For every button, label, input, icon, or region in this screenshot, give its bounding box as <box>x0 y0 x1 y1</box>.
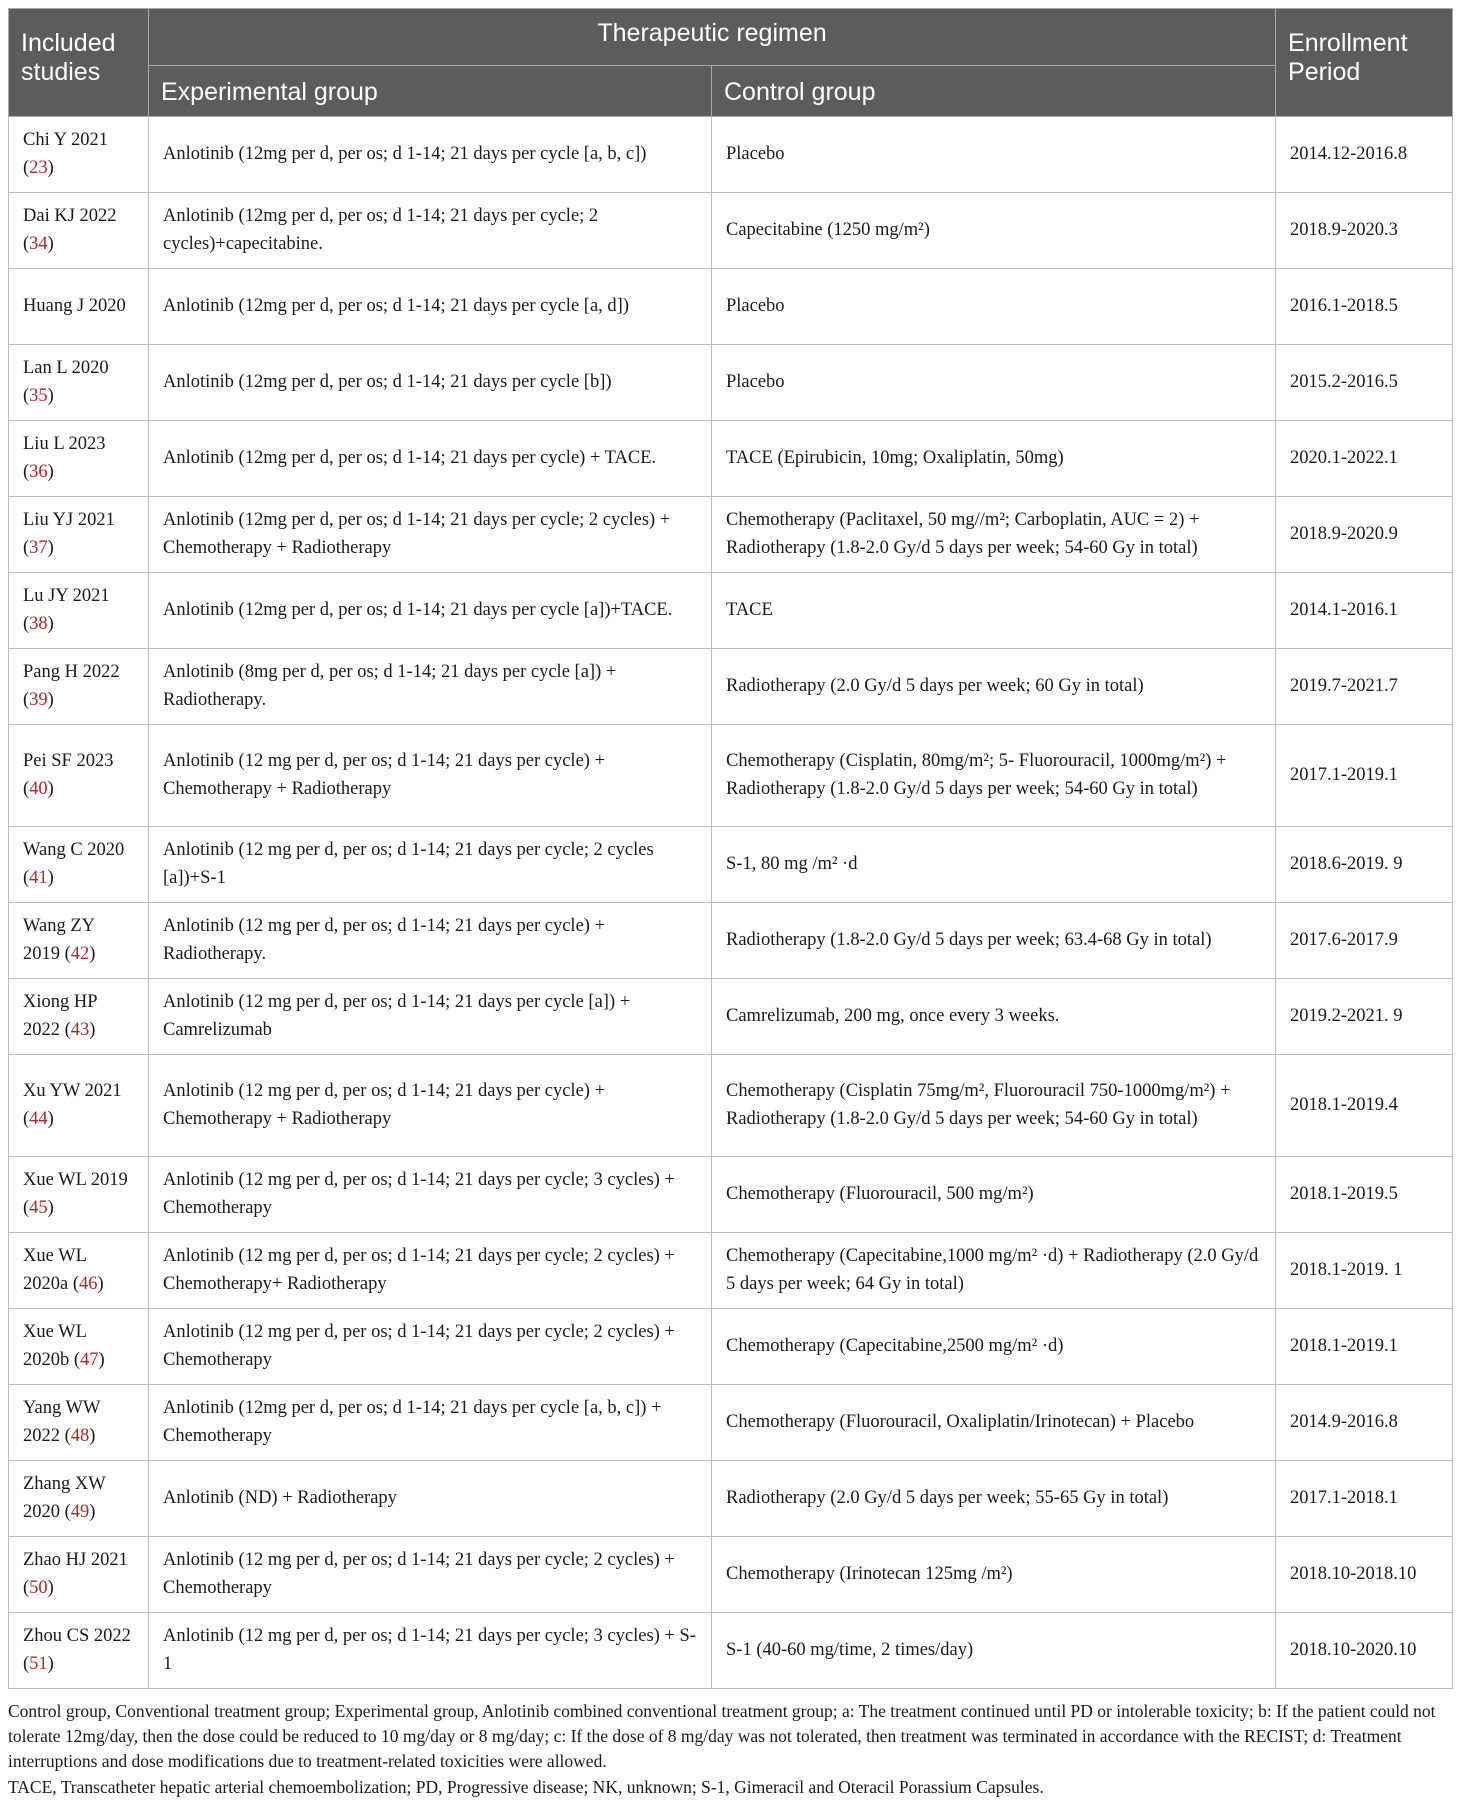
reference-link[interactable]: 43 <box>70 1019 90 1040</box>
cell-experimental: Anlotinib (12mg per d, per os; d 1-14; 21 days per cycle [a])+TACE. <box>149 573 712 649</box>
cell-enrollment-period: 2019.7-2021.7 <box>1276 649 1453 725</box>
study-name: Xue WL 2019 <box>23 1170 128 1190</box>
cell-control: Chemotherapy (Paclitaxel, 50 mg//m²; Carboplatin, AUC = 2) + Radiotherapy (1.8-2.0 Gy/d 5 days per week; 54-60 Gy in total) <box>712 497 1276 573</box>
header-enrollment-period: Enrollment Period <box>1276 9 1453 117</box>
cell-enrollment-period: 2016.1-2018.5 <box>1276 269 1453 345</box>
cell-control: TACE (Epirubicin, 10mg; Oxaliplatin, 50mg) <box>712 421 1276 497</box>
reference-link[interactable]: 50 <box>29 1577 48 1598</box>
reference-link[interactable]: 36 <box>29 461 48 482</box>
cell-experimental: Anlotinib (12 mg per d, per os; d 1-14; 21 days per cycle) + Chemotherapy + Radiotherapy <box>149 1055 712 1157</box>
study-name: Pei SF 2023 <box>23 751 114 771</box>
cell-experimental: Anlotinib (12 mg per d, per os; d 1-14; 21 days per cycle; 2 cycles) + Chemotherapy <box>149 1537 712 1613</box>
regimen-table <box>8 8 1453 1689</box>
cell-enrollment-period: 2014.1-2016.1 <box>1276 573 1453 649</box>
cell-enrollment-period: 2018.1-2019. 1 <box>1276 1233 1453 1309</box>
reference-link[interactable]: 47 <box>80 1349 99 1370</box>
study-name: Xue WL 2020a <box>23 1246 87 1294</box>
cell-control: Placebo <box>712 269 1276 345</box>
cell-enrollment-period: 2018.9-2020.9 <box>1276 497 1453 573</box>
cell-study: Pang H 2022 (39) <box>9 649 149 725</box>
cell-experimental: Anlotinib (12mg per d, per os; d 1-14; 21 days per cycle) + TACE. <box>149 421 712 497</box>
cell-enrollment-period: 2018.1-2019.5 <box>1276 1157 1453 1233</box>
reference-link[interactable]: 42 <box>70 943 90 964</box>
study-name: Zhao HJ 2021 <box>23 1550 128 1570</box>
cell-study: Chi Y 2021 (23) <box>9 117 149 193</box>
study-name: Xu YW 2021 <box>23 1081 122 1101</box>
cell-experimental: Anlotinib (12mg per d, per os; d 1-14; 21 days per cycle [a, b, c]) + Chemotherapy <box>149 1385 712 1461</box>
table-row <box>9 117 1453 193</box>
table-row <box>9 573 1453 649</box>
header-therapeutic-regimen: Therapeutic regimen <box>149 9 1276 66</box>
study-name: Zhou CS 2022 <box>23 1626 131 1646</box>
cell-control: Chemotherapy (Cisplatin 75mg/m², Fluorouracil 750-1000mg/m²) + Radiotherapy (1.8-2.0 Gy/d 5 days per week; 54-60 Gy in total) <box>712 1055 1276 1157</box>
reference-link[interactable]: 44 <box>29 1108 48 1129</box>
reference-link[interactable]: 39 <box>29 689 48 710</box>
cell-control: S-1, 80 mg /m² ·d <box>712 827 1276 903</box>
cell-enrollment-period: 2018.10-2020.10 <box>1276 1613 1453 1689</box>
table-row <box>9 1461 1453 1537</box>
cell-experimental: Anlotinib (12mg per d, per os; d 1-14; 21 days per cycle; 2 cycles) + Chemotherapy + Radiotherapy <box>149 497 712 573</box>
study-name: Xiong HP 2022 <box>23 992 97 1040</box>
study-name: Wang C 2020 <box>23 840 125 860</box>
cell-control: Chemotherapy (Capecitabine,1000 mg/m² ·d) + Radiotherapy (2.0 Gy/d 5 days per week; 64 Gy in total) <box>712 1233 1276 1309</box>
study-name: Lu JY 2021 <box>23 586 110 606</box>
cell-study: Dai KJ 2022 (34) <box>9 193 149 269</box>
table-row <box>9 497 1453 573</box>
cell-study: Liu YJ 2021 (37) <box>9 497 149 573</box>
table-footnotes <box>8 1699 1452 1800</box>
table-row <box>9 345 1453 421</box>
cell-experimental: Anlotinib (12mg per d, per os; d 1-14; 21 days per cycle; 2 cycles)+capecitabine. <box>149 193 712 269</box>
cell-control: Chemotherapy (Fluorouracil, Oxaliplatin/Irinotecan) + Placebo <box>712 1385 1276 1461</box>
cell-enrollment-period: 2018.1-2019.1 <box>1276 1309 1453 1385</box>
cell-study: Lan L 2020 (35) <box>9 345 149 421</box>
reference-link[interactable]: 37 <box>29 537 48 558</box>
cell-control: Chemotherapy (Fluorouracil, 500 mg/m²) <box>712 1157 1276 1233</box>
cell-control: Camrelizumab, 200 mg, once every 3 weeks. <box>712 979 1276 1055</box>
cell-control: Placebo <box>712 117 1276 193</box>
reference-link[interactable]: 35 <box>29 385 48 406</box>
study-name: Liu YJ 2021 <box>23 510 115 530</box>
header-included-studies: Included studies <box>9 9 149 117</box>
cell-study: Zhang XW 2020 (49) <box>9 1461 149 1537</box>
table-row <box>9 1537 1453 1613</box>
cell-control: Capecitabine (1250 mg/m²) <box>712 193 1276 269</box>
table-body <box>9 117 1453 1689</box>
cell-study: Yang WW 2022 (48) <box>9 1385 149 1461</box>
table-row <box>9 1613 1453 1689</box>
cell-study: Pei SF 2023 (40) <box>9 725 149 827</box>
cell-experimental: Anlotinib (ND) + Radiotherapy <box>149 1461 712 1537</box>
study-name: Xue WL 2020b <box>23 1322 87 1370</box>
cell-study: Xu YW 2021 (44) <box>9 1055 149 1157</box>
table-row <box>9 1233 1453 1309</box>
cell-experimental: Anlotinib (12mg per d, per os; d 1-14; 21 days per cycle [a, b, c]) <box>149 117 712 193</box>
cell-enrollment-period: 2017.6-2017.9 <box>1276 903 1453 979</box>
cell-study: Xiong HP 2022 (43) <box>9 979 149 1055</box>
cell-enrollment-period: 2017.1-2019.1 <box>1276 725 1453 827</box>
cell-experimental: Anlotinib (12 mg per d, per os; d 1-14; 21 days per cycle; 2 cycles [a])+S-1 <box>149 827 712 903</box>
cell-control: Chemotherapy (Cisplatin, 80mg/m²; 5- Fluorouracil, 1000mg/m²) + Radiotherapy (1.8-2.0 Gy/d 5 days per week; 54-60 Gy in total) <box>712 725 1276 827</box>
cell-study: Xue WL 2019 (45) <box>9 1157 149 1233</box>
cell-study: Zhou CS 2022 (51) <box>9 1613 149 1689</box>
cell-experimental: Anlotinib (12 mg per d, per os; d 1-14; 21 days per cycle) + Chemotherapy + Radiotherapy <box>149 725 712 827</box>
study-name: Yang WW 2022 <box>23 1398 101 1446</box>
cell-enrollment-period: 2019.2-2021. 9 <box>1276 979 1453 1055</box>
cell-control: Chemotherapy (Capecitabine,2500 mg/m² ·d) <box>712 1309 1276 1385</box>
cell-control: Chemotherapy (Irinotecan 125mg /m²) <box>712 1537 1276 1613</box>
study-name: Dai KJ 2022 <box>23 206 117 226</box>
study-name: Huang J 2020 <box>23 295 126 316</box>
study-name: Chi Y 2021 <box>23 130 108 150</box>
cell-experimental: Anlotinib (12 mg per d, per os; d 1-14; 21 days per cycle; 2 cycles) + Chemotherapy+ Radiotherapy <box>149 1233 712 1309</box>
cell-experimental: Anlotinib (12mg per d, per os; d 1-14; 21 days per cycle [a, d]) <box>149 269 712 345</box>
header-control-group: Control group <box>712 66 1276 117</box>
cell-enrollment-period: 2017.1-2018.1 <box>1276 1461 1453 1537</box>
table-row <box>9 827 1453 903</box>
table-row <box>9 725 1453 827</box>
table-row <box>9 1055 1453 1157</box>
reference-link[interactable]: 40 <box>29 778 48 799</box>
cell-study: Xue WL 2020a (46) <box>9 1233 149 1309</box>
cell-study: Wang ZY 2019 (42) <box>9 903 149 979</box>
reference-link[interactable]: 48 <box>70 1425 90 1446</box>
table-row <box>9 1157 1453 1233</box>
cell-enrollment-period: 2018.6-2019. 9 <box>1276 827 1453 903</box>
reference-link[interactable]: 49 <box>70 1501 90 1522</box>
cell-study: Lu JY 2021 (38) <box>9 573 149 649</box>
cell-enrollment-period: 2018.9-2020.3 <box>1276 193 1453 269</box>
reference-link[interactable]: 41 <box>29 867 48 888</box>
table-row <box>9 1385 1453 1461</box>
cell-control: S-1 (40-60 mg/time, 2 times/day) <box>712 1613 1276 1689</box>
footnote-abbreviations-1: Control group, Conventional treatment group; Experimental group, Anlotinib combined conventional treatment group; a: The treatment continued until PD or intolerable toxicity; b: If the patient could not tolerate 12mg/day, then the dose could be reduced to 10 mg/day or 8 mg/day; c: If the dose of 8 mg/day was not tolerated, then treatment was terminated in accordance with the RECIST; d: Treatment interruptions and dose modifications due to treatment-related toxicities were allowed. <box>8 1701 1436 1771</box>
table-row <box>9 649 1453 725</box>
reference-link[interactable]: 45 <box>29 1197 48 1218</box>
cell-control: Placebo <box>712 345 1276 421</box>
cell-control: Radiotherapy (1.8-2.0 Gy/d 5 days per week; 63.4-68 Gy in total) <box>712 903 1276 979</box>
cell-experimental: Anlotinib (12 mg per d, per os; d 1-14; 21 days per cycle; 3 cycles) + Chemotherapy <box>149 1157 712 1233</box>
cell-study: Wang C 2020 (41) <box>9 827 149 903</box>
cell-experimental: Anlotinib (12mg per d, per os; d 1-14; 21 days per cycle [b]) <box>149 345 712 421</box>
table-container <box>8 8 1452 1801</box>
reference-link[interactable]: 51 <box>29 1653 48 1674</box>
cell-control: TACE <box>712 573 1276 649</box>
table-row <box>9 269 1453 345</box>
header-experimental-group: Experimental group <box>149 66 712 117</box>
cell-enrollment-period: 2020.1-2022.1 <box>1276 421 1453 497</box>
footnote-abbreviations-2: TACE, Transcatheter hepatic arterial chemoembolization; PD, Progressive disease; NK, unknown; S-1, Gimeracil and Oteracil Porassium Capsules. <box>8 1777 1044 1797</box>
table-header <box>9 9 1453 117</box>
cell-enrollment-period: 2015.2-2016.5 <box>1276 345 1453 421</box>
cell-experimental: Anlotinib (12 mg per d, per os; d 1-14; 21 days per cycle) + Radiotherapy. <box>149 903 712 979</box>
study-name: Lan L 2020 <box>23 358 109 378</box>
cell-study: Zhao HJ 2021 (50) <box>9 1537 149 1613</box>
table-row <box>9 421 1453 497</box>
cell-enrollment-period: 2014.12-2016.8 <box>1276 117 1453 193</box>
table-row <box>9 979 1453 1055</box>
study-name: Wang ZY 2019 <box>23 916 95 964</box>
table-row <box>9 903 1453 979</box>
cell-study <box>9 269 149 345</box>
reference-link[interactable]: 38 <box>29 613 48 634</box>
study-name: Zhang XW 2020 <box>23 1474 106 1522</box>
study-name: Liu L 2023 <box>23 434 106 454</box>
cell-study: Liu L 2023 (36) <box>9 421 149 497</box>
cell-experimental: Anlotinib (12 mg per d, per os; d 1-14; 21 days per cycle [a]) + Camrelizumab <box>149 979 712 1055</box>
table-row <box>9 1309 1453 1385</box>
study-name: Pang H 2022 <box>23 662 120 682</box>
cell-experimental: Anlotinib (12 mg per d, per os; d 1-14; 21 days per cycle; 3 cycles) + S-1 <box>149 1613 712 1689</box>
reference-link[interactable]: 46 <box>79 1273 98 1294</box>
cell-control: Radiotherapy (2.0 Gy/d 5 days per week; 55-65 Gy in total) <box>712 1461 1276 1537</box>
reference-link[interactable]: 34 <box>29 233 48 254</box>
cell-study: Xue WL 2020b (47) <box>9 1309 149 1385</box>
cell-enrollment-period: 2018.1-2019.4 <box>1276 1055 1453 1157</box>
cell-control: Radiotherapy (2.0 Gy/d 5 days per week; 60 Gy in total) <box>712 649 1276 725</box>
cell-enrollment-period: 2018.10-2018.10 <box>1276 1537 1453 1613</box>
cell-experimental: Anlotinib (8mg per d, per os; d 1-14; 21 days per cycle [a]) + Radiotherapy. <box>149 649 712 725</box>
cell-enrollment-period: 2014.9-2016.8 <box>1276 1385 1453 1461</box>
reference-link[interactable]: 23 <box>29 157 48 178</box>
table-row <box>9 193 1453 269</box>
cell-experimental: Anlotinib (12 mg per d, per os; d 1-14; 21 days per cycle; 2 cycles) + Chemotherapy <box>149 1309 712 1385</box>
